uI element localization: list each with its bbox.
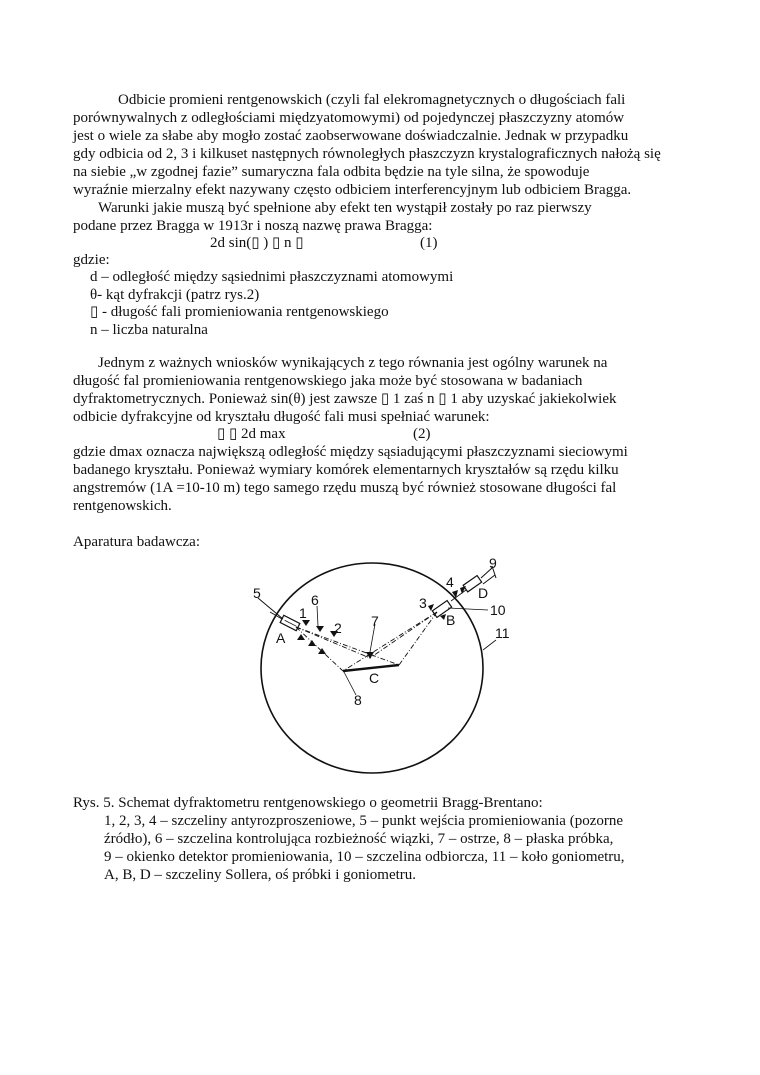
paragraph-line: Warunki jakie muszą być spełnione aby efekt ten wystąpił zostały po raz pierwszy (98, 200, 592, 216)
paragraph-line: długość fal promieniowania rentgenowskiego jaka może być stosowana w badaniach (73, 373, 583, 389)
figure-caption-title: Rys. 5. Schemat dyfraktometru rentgenowskiego o geometrii Bragg-Brentano: (73, 795, 543, 811)
paragraph-line: wyraźnie mierzalny efekt nazywany często odbiciem interferencyjnym lub odbiciem Bragga. (73, 182, 632, 198)
label-a: A (276, 630, 286, 646)
label-2: 2 (334, 620, 342, 636)
where-label: gdzie: (73, 252, 110, 268)
paragraph-line: podane przez Bragga w 1913r i noszą nazwę prawa Bragga: (73, 218, 433, 234)
label-7: 7 (371, 613, 379, 629)
paragraph-line: na siebie „w zgodnej fazie” sumaryczna fala odbita będzie na tyle silna, że spowoduje (73, 164, 590, 180)
definition-item: ▯ - długość fali promieniowania rentgenowskiego (90, 304, 389, 320)
figure-caption-line: 9 – okienko detektor promieniowania, 10 – szczelina odbiorcza, 11 – koło goniometru, (104, 849, 625, 865)
definition-item: d – odległość między sąsiednimi płaszczyznami atomowymi (90, 269, 454, 285)
beam-lines (296, 612, 437, 671)
paragraph-line: Odbicie promieni rentgenowskich (czyli fal elekromagnetycznych o długościach fali (118, 92, 626, 108)
label-6: 6 (311, 592, 319, 608)
paragraph-line: porównywalnych z odległościami międzyatomowymi) od pojedynczej płaszczyzny atomów (73, 110, 625, 126)
paragraph-line: gdy odbicia od 2, 3 i kilkuset następnych równoległych płaszczyzn krystalograficznych nałożą się (73, 146, 661, 162)
paragraph-line: badanego kryształu. Ponieważ wymiary komórek elementarnych kryształów są rzędu kilku (73, 462, 619, 478)
label-1: 1 (299, 605, 307, 621)
paragraph-line: gdzie dmax oznacza największą odległość między sąsiadującymi płaszczyznami sieciowymi (73, 444, 628, 460)
equation-2: ▯ ▯ 2d max (217, 426, 286, 442)
figure-caption-line: 1, 2, 3, 4 – szczeliny antyrozproszeniowe, 5 – punkt wejścia promieniowania (pozorne (104, 813, 624, 829)
slit-markers (297, 586, 466, 659)
paragraph-line: jest o wiele za słabe aby mogło zostać zaobserwowane doświadczalnie. Jednak w przypadku (73, 128, 629, 144)
definition-item: θ- kąt dyfrakcji (patrz rys.2) (90, 287, 260, 303)
equation-1: 2d sin(▯ ) ▯ n ▯ (210, 235, 304, 251)
paragraph-line: dyfraktometrycznych. Ponieważ sin(θ) jest zawsze ▯ 1 zaś n ▯ 1 aby uzyskać jakiekolwiek (73, 391, 617, 407)
label-10: 10 (490, 602, 506, 618)
paragraph-line: odbicie dyfrakcyjne od kryształu długość fali musi spełniać warunek: (73, 409, 490, 425)
label-b: B (446, 612, 456, 628)
label-c: C (369, 670, 380, 686)
paragraph-line: Jednym z ważnych wniosków wynikających z tego równania jest ogólny warunek na (98, 355, 608, 371)
label-5: 5 (253, 585, 261, 601)
definition-item: n – liczba naturalna (90, 322, 208, 338)
equation-1-number: (1) (420, 235, 438, 251)
section-heading: Aparatura badawcza: (73, 534, 201, 550)
label-4: 4 (446, 574, 454, 590)
label-11: 11 (495, 625, 510, 641)
label-9: 9 (489, 555, 497, 571)
soller-slit-a (280, 615, 300, 630)
figure-caption-line: A, B, D – szczeliny Sollera, oś próbki i goniometru. (104, 867, 417, 883)
paragraph-line: rentgenowskich. (73, 498, 172, 514)
equation-2-number: (2) (413, 426, 431, 442)
label-8: 8 (354, 692, 362, 708)
figure-caption-line: źródło), 6 – szczelina kontrolująca rozbieżność wiązki, 7 – ostrze, 8 – płaska próbka, (104, 831, 614, 847)
label-d: D (478, 585, 489, 601)
label-3: 3 (419, 595, 427, 611)
paragraph-line: angstremów (1A =10-10 m) tego samego rzędu muszą być również stosowane długości fal (73, 480, 617, 496)
